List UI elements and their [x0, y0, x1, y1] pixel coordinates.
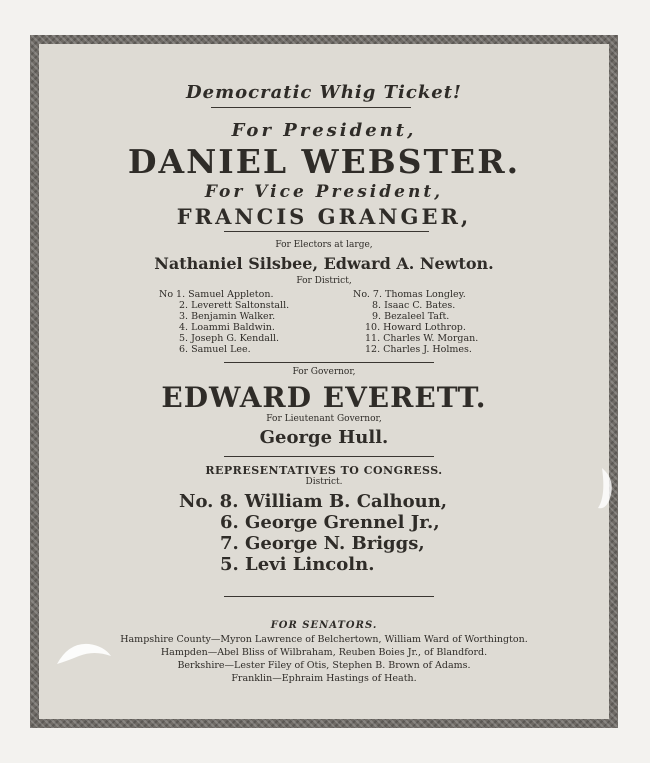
list-item: 4. Loammi Baldwin.: [179, 322, 275, 333]
glare-mark: [588, 460, 628, 520]
list-item: 5. Joseph G. Kendall.: [179, 333, 280, 344]
list-item: 12. Charles J. Holmes.: [365, 344, 472, 355]
governor-label: For Governor,: [292, 367, 356, 377]
list-item: 6. George Grennel Jr.,: [220, 512, 440, 533]
vice-president-label: For Vice President,: [204, 182, 444, 202]
congress-heading: REPRESENTATIVES TO CONGRESS.: [205, 464, 443, 477]
list-item: 5. Levi Lincoln.: [220, 554, 375, 575]
list-item: No 1. Samuel Appleton.: [159, 289, 274, 300]
senator-line: Franklin—Ephraim Hastings of Heath.: [231, 673, 417, 684]
rule-1: [211, 107, 411, 108]
list-item: 11. Charles W. Morgan.: [365, 333, 479, 344]
list-item: 6. Samuel Lee.: [179, 344, 251, 355]
district-label: For District,: [296, 276, 352, 286]
rule-2: [224, 231, 429, 232]
list-item: 2. Leverett Saltonstall.: [179, 300, 290, 311]
president-label: For President,: [231, 120, 417, 141]
rule-4: [224, 456, 434, 457]
senator-line: Berkshire—Lester Filey of Otis, Stephen B. Brown of Adams.: [177, 660, 471, 671]
list-item: 7. George N. Briggs,: [220, 533, 425, 554]
vice-president-name: FRANCIS GRANGER,: [176, 204, 472, 229]
governor-name: EDWARD EVERETT.: [161, 381, 487, 414]
glare-mark: [49, 634, 119, 674]
senators-heading: FOR SENATORS.: [270, 620, 378, 631]
district-list-right: [353, 289, 478, 355]
poster-frame: [30, 35, 618, 728]
electors-at-large: Nathaniel Silsbee, Edward A. Newton.: [154, 254, 494, 273]
list-item: No. 8. William B. Calhoun,: [179, 491, 448, 512]
list-item: No. 7. Thomas Longley.: [353, 289, 466, 300]
rule-5: [224, 596, 434, 597]
broadside-paper: [39, 44, 609, 719]
president-name: DANIEL WEBSTER.: [127, 142, 521, 181]
list-item: 3. Benjamin Walker.: [179, 311, 276, 322]
senator-line: Hampden—Abel Bliss of Wilbraham, Reuben Boies Jr., of Blandford.: [160, 647, 488, 658]
senator-line: Hampshire County—Myron Lawrence of Belchertown, William Ward of Worthington.: [120, 634, 528, 645]
ticket-heading: Democratic Whig Ticket!: [186, 82, 462, 103]
lt-governor-label: For Lieutenant Governor,: [266, 414, 382, 424]
congress-list: [179, 491, 447, 575]
district-list-left: [159, 289, 289, 355]
list-item: 10. Howard Lothrop.: [365, 322, 466, 333]
lt-governor-name: George Hull.: [259, 427, 389, 448]
list-item: 9. Bezaleel Taft.: [372, 311, 450, 322]
rule-3: [224, 362, 434, 363]
congress-district-label: District.: [305, 477, 343, 487]
list-item: 8. Isaac C. Bates.: [372, 300, 456, 311]
electors-label: For Electors at large,: [275, 240, 373, 250]
